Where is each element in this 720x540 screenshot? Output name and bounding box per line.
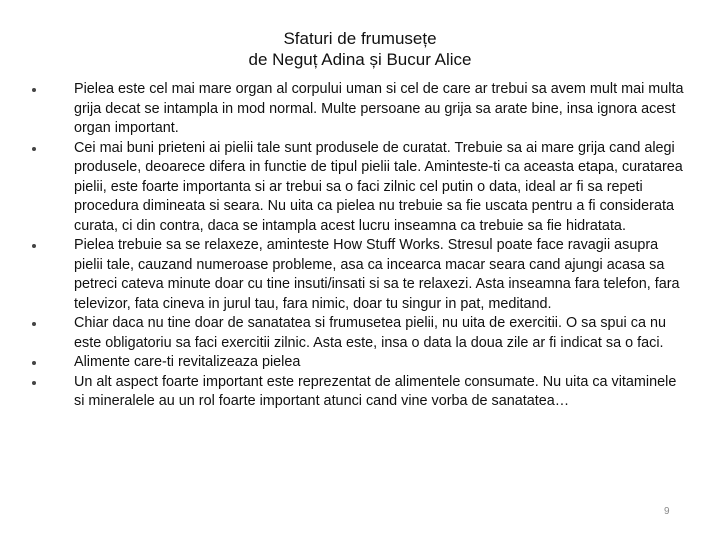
bullet-dot-icon: [32, 361, 36, 365]
bullet-item: [74, 236, 686, 314]
bullet-item: [74, 80, 686, 139]
bullet-text: Alimente care-ti revitalizeaza pielea: [74, 354, 301, 370]
bullet-list: [74, 80, 686, 412]
bullet-item: [74, 139, 686, 237]
title-line-1: Sfaturi de frumusețe: [283, 29, 437, 48]
bullet-text: Pielea este cel mai mare organ al corpului uman si cel de care ar trebui sa avem mult mai multa grija decat se intampla in mod normal. Multe persoane au grija sa arate bine, insa ignora acest organ important.: [74, 81, 684, 136]
slide-title: [0, 28, 720, 70]
bullet-item: [74, 353, 686, 373]
bullet-text: Chiar daca nu tine doar de sanatatea si frumusetea pielii, nu uita de exercitii. O sa spui ca nu este obligatoriu sa faci exercitii zilnic. Asta este, insa o data la doua zile ar fi indicat sa o faci.: [74, 315, 666, 351]
bullet-item: [74, 314, 686, 353]
bullet-dot-icon: [32, 147, 36, 151]
bullet-text: Cei mai buni prieteni ai pielii tale sunt produsele de curatat. Trebuie sa ai mare grija cand alegi produsele, deoarece difera in functie de tipul pielii tale. Aminteste-ti ca aceasta etapa, curatarea pielii, este foarte importanta si ar trebui sa o faci zilnic cel putin o data, ideal ar fi sa repeti procedura dimineata si seara. Nu uita ca pielea nu trebuie sa fie uscata pentru a fi considerata curata, ci din contra, daca se intampla acest lucru inseamna ca trebuie sa fie hidratata.: [74, 139, 683, 234]
bullet-item: [74, 373, 686, 412]
bullet-text: Un alt aspect foarte important este reprezentat de alimentele consumate. Nu uita ca vitaminele si mineralele au un rol foarte important atunci cand vine vorba de sanatatea…: [74, 373, 677, 409]
bullet-dot-icon: [32, 244, 36, 248]
bullet-dot-icon: [32, 322, 36, 326]
bullet-dot-icon: [32, 381, 36, 385]
title-line-2: de Neguț Adina și Bucur Alice: [248, 50, 472, 69]
bullet-text: Pielea trebuie sa se relaxeze, aminteste How Stuff Works. Stresul poate face ravagii asupra pielii tale, cauzand numeroase probleme, asa ca incearca macar seara cand ajungi acasa sa petreci cateva minute doar cu tine insuti/insati si sa te relaxezi. Asta inseamna fara telefon, fara televizor, fata cineva in jurul tau, fara nimic, doar tu singur in pat, meditand.: [74, 237, 680, 312]
page-number: 9: [664, 506, 670, 517]
bullet-dot-icon: [32, 88, 36, 92]
